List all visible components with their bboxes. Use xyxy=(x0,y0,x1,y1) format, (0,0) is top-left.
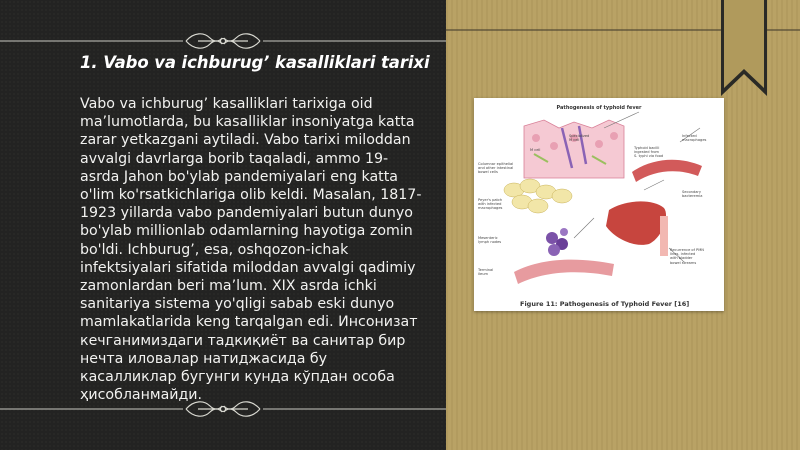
liver-shape xyxy=(606,201,666,244)
label-columnar: Columnar epithelial and other intestinal bowel cells xyxy=(478,162,514,175)
bloodstream-vessel xyxy=(632,160,702,182)
slide-body-text: Vabo va ichburug’ kasalliklari tarixiga oid ma’lumotlarda, bu kasalliklar insoniyatga katta zarar yetkazgani aytiladi. Vabo tarixi miloddan avvalgi davrlarga borib taqaladi, ammo 19-asrda Jahon bo'ylab pandemiyalari eng katta o'lim ko'rsatkichlariga olib keldi. Masalan, 1817-1923 yillarda vabo pandemiyalari butun dunyo bo'ylab millionlab odamlarning hayotiga zomin bo'ldi. Ichburug’, esa, oshqozon-ichak infektsiyalari sifatida miloddan avvalgi qadimiy zamonlardan beri ma’lum. XIX asrda ichki sanitariya sistema yo'qligi sabab eski dunyo mamlakatlarida keng tarqalgan edi. Инсонизат кечганимиздаги тадкиқиёт ва санитар бир нечта иловалар натиджасида бу касалликлар бугунги кунда кўпдан особа ҳисобланмайди. xyxy=(80,96,422,404)
label-macrophage: Infected macrophages xyxy=(682,134,707,143)
label-m-cell: Specialized M cell xyxy=(569,134,590,143)
bookmark-ribbon-icon xyxy=(719,0,769,100)
label-m-cell-short: M cell xyxy=(530,148,541,152)
label-typhoid-bacilli: Typhoid bacilli ingested from S. typhi via food xyxy=(634,146,664,159)
figure-caption: Figure 11: Pathogenesis of Typhoid Fever [16] xyxy=(520,300,690,308)
pathogenesis-diagram xyxy=(474,98,724,311)
vessel-shape xyxy=(660,216,668,256)
label-ileum: Terminal ileum xyxy=(478,268,494,277)
label-mesenteric: Mesenteric lymph nodes xyxy=(478,236,502,245)
label-peyer: Peyer's patch with infected macrophages xyxy=(478,198,503,211)
figure-title: Pathogenesis of typhoid fever xyxy=(556,105,642,111)
pathogenesis-figure xyxy=(474,98,724,311)
slide-title: 1. Vabo va ichburug’ kasalliklari tarixi xyxy=(80,53,430,72)
label-bloodstream: Secondary bacteremia xyxy=(682,190,703,199)
macrophage-cluster xyxy=(546,228,568,256)
label-intestine-right: Recurrence of PMN lines, infected with bladder bowel streams xyxy=(670,248,704,265)
lymph-nodules xyxy=(504,179,572,213)
ileum-shape xyxy=(514,260,614,284)
top-ornament xyxy=(0,30,446,52)
